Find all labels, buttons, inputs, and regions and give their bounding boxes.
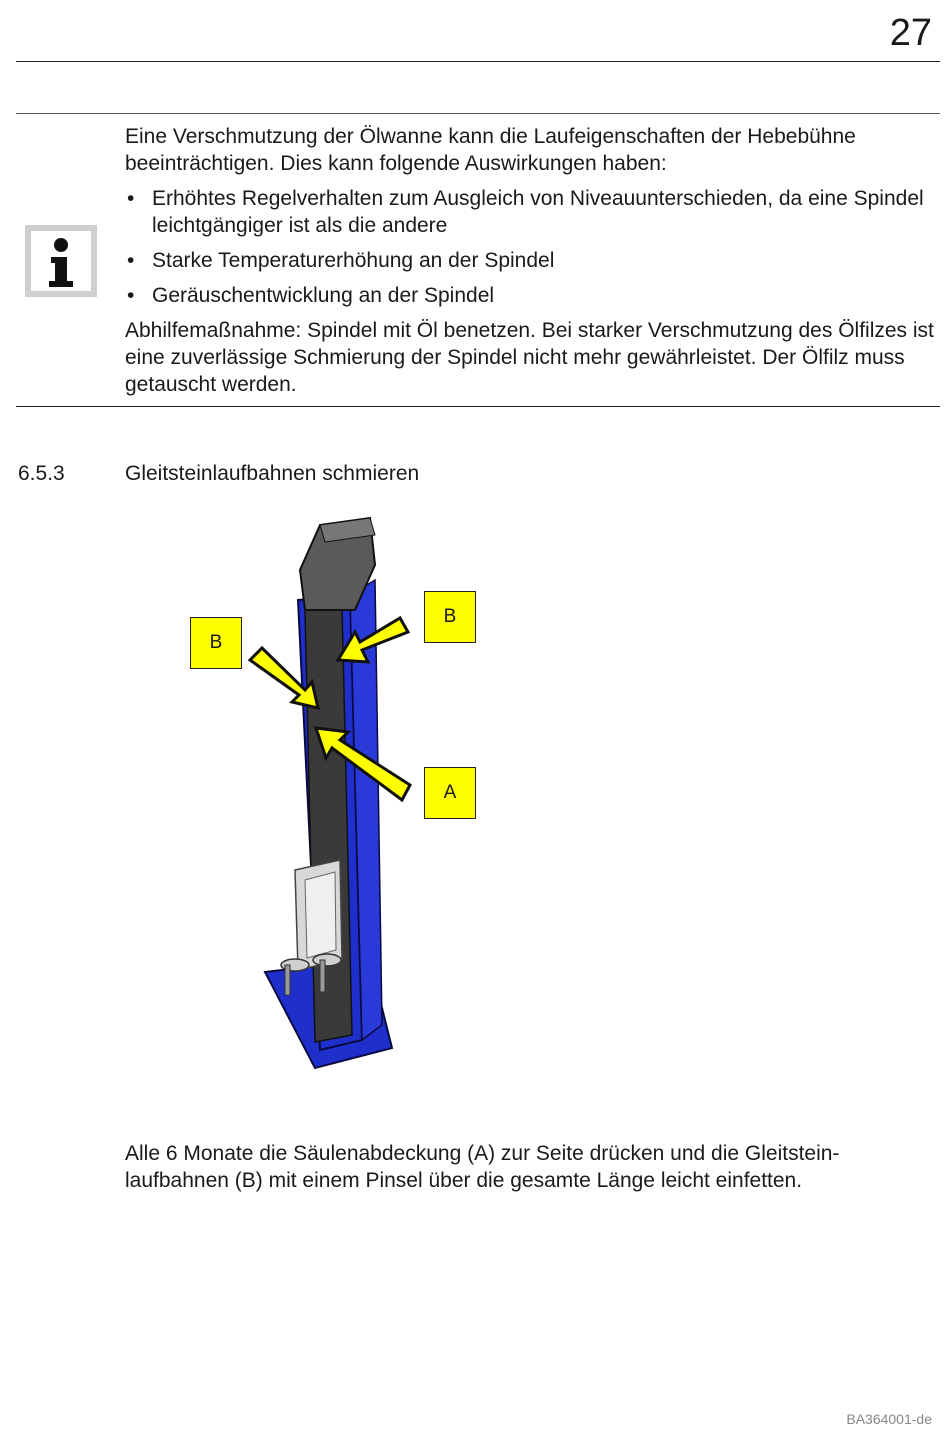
section-number: 6.5.3 bbox=[18, 462, 65, 485]
label-a: A bbox=[424, 767, 476, 819]
page-number: 27 bbox=[889, 12, 932, 54]
info-note bbox=[125, 123, 935, 398]
bullet-text: Starke Temperaturerhöhung an der Spindel bbox=[152, 249, 555, 272]
list-item: • Geräuschentwicklung an der Spindel bbox=[127, 284, 495, 307]
note-remedy: Abhilfemaßnahme: Spindel mit Öl benetzen. Bei starker Verschmutzung des Ölfilzes ist eine zuverlässige Schmierung der Spindel nicht mehr gewährleistet. Der Ölfilz muss getauscht werden. bbox=[125, 319, 934, 396]
info-icon bbox=[25, 225, 97, 297]
note-bullet-list bbox=[125, 185, 935, 309]
section-title: Gleitsteinlaufbahnen schmieren bbox=[125, 462, 420, 485]
note-intro: Eine Verschmutzung der Ölwanne kann die Laufeigenschaften der Hebebühne beeinträchtigen. Dies kann folgende Auswirkungen haben: bbox=[125, 125, 856, 175]
note-bottom-rule bbox=[16, 406, 940, 407]
list-item: • Starke Temperaturerhöhung an der Spindel bbox=[127, 249, 555, 272]
header-rule bbox=[16, 61, 940, 62]
label-b-right: B bbox=[424, 591, 476, 643]
document-code: BA364001-de bbox=[846, 1411, 932, 1427]
bullet-text: Geräuschentwicklung an der Spindel bbox=[152, 284, 495, 307]
instruction-text bbox=[125, 1140, 915, 1194]
note-top-rule bbox=[16, 113, 940, 114]
list-item: • Erhöhtes Regelverhalten zum Ausgleich von Niveauunterschieden, da eine Spindel leichtgängiger ist als die andere bbox=[127, 187, 924, 237]
instruction-paragraph: Alle 6 Monate die Säulenabdeckung (A) zur Seite drücken und die Gleitstein-laufbahnen (B) mit einem Pinsel über die gesamte Länge leicht einfetten. bbox=[125, 1142, 840, 1192]
label-b-left: B bbox=[190, 617, 242, 669]
bullet-text: Erhöhtes Regelverhalten zum Ausgleich von Niveauunterschieden, da eine Spindel leichtgängiger ist als die andere bbox=[152, 187, 924, 237]
